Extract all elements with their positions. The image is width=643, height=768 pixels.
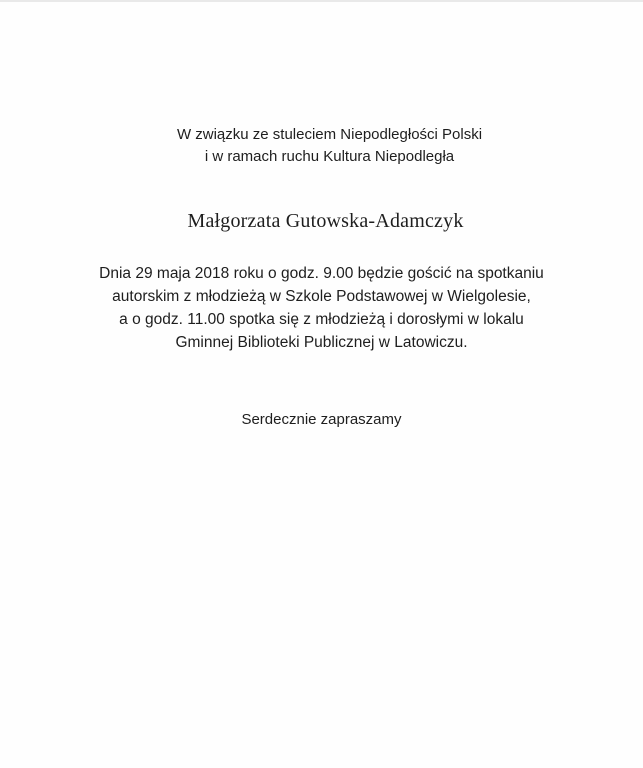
scan-edge	[0, 0, 643, 2]
intro-line: W związku ze stuleciem Niepodległości Polski	[176, 126, 483, 143]
announcement-line: a o godz. 11.00 spotka się z młodzieżą i dorosłymi w lokalu	[119, 311, 524, 328]
announcement-line: Gminnej Biblioteki Publicznej w Latowiczu.	[175, 334, 468, 351]
intro-paragraph	[8, 124, 643, 168]
author-name: Małgorzata Gutowska-Adamczyk	[187, 210, 464, 232]
intro-line: i w ramach ruchu Kultura Niepodległa	[204, 148, 455, 165]
announcement-line: Dnia 29 maja 2018 roku o godz. 9.00 będzie gościć na spotkaniu	[99, 265, 544, 282]
closing-line: Serdecznie zapraszamy	[241, 411, 402, 428]
announcement-line: autorskim z młodzieżą w Szkole Podstawowej w Wielgolesie,	[112, 288, 531, 305]
announcement-paragraph	[0, 262, 643, 354]
